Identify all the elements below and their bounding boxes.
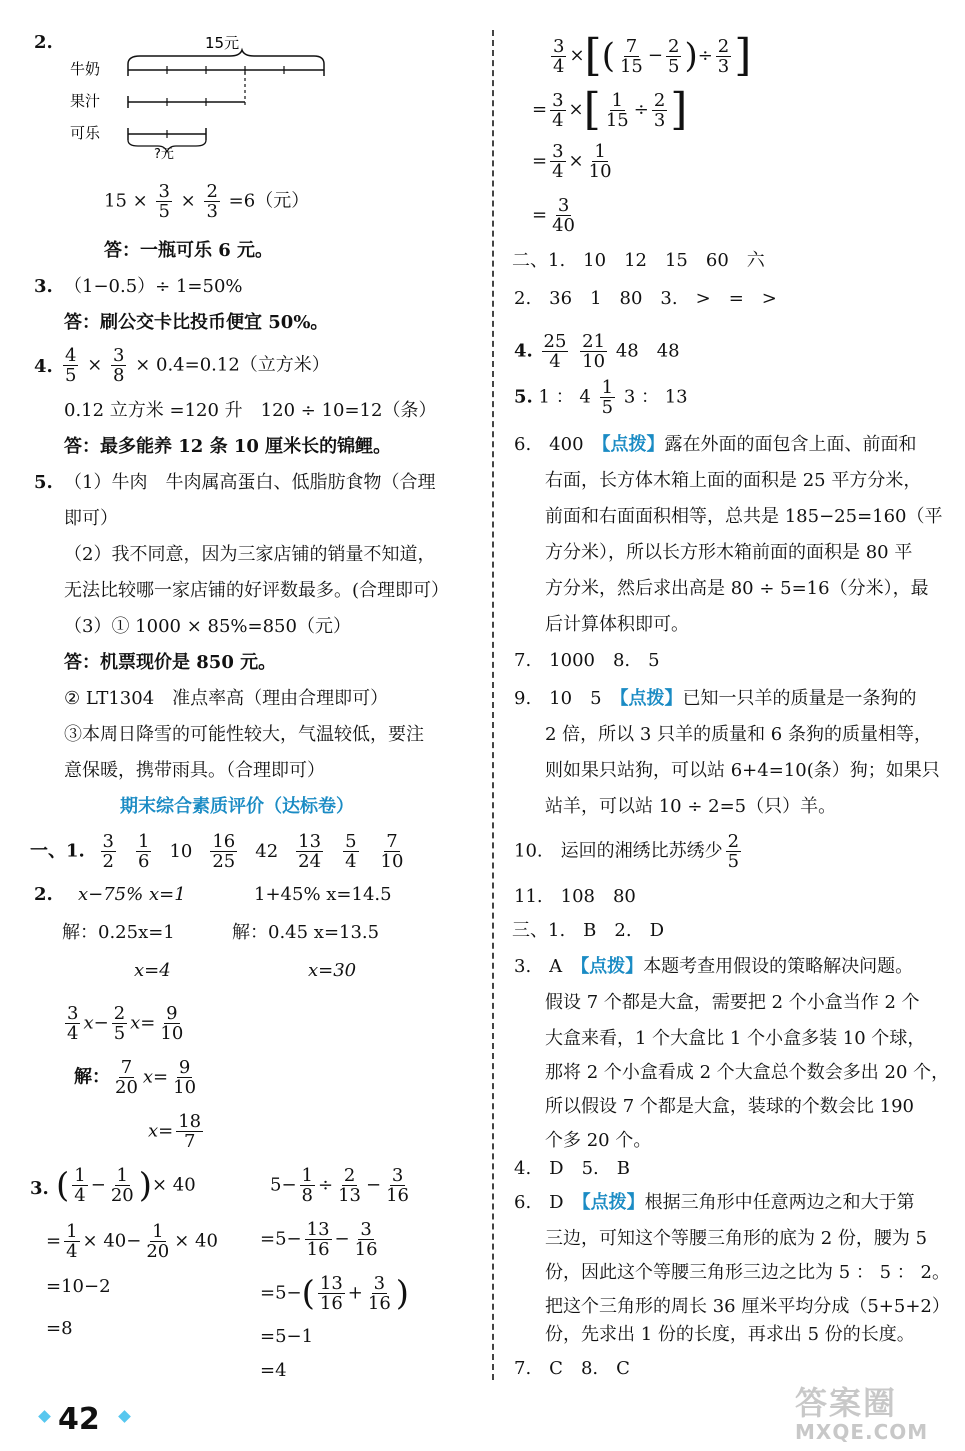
page-decoration-dot <box>38 1410 51 1423</box>
s3-a1: ( $\frac{1}{4}$ − $\frac{1}{20}$ )× 40 <box>56 1165 196 1206</box>
q5-line2: 即可） <box>64 508 118 529</box>
e9-line4: 站羊，可以站 10 ÷ 2=5（只）羊。 <box>545 796 837 817</box>
section-heading: 期末综合素质评价（达标卷） <box>120 796 354 817</box>
s2-number: 2. <box>34 884 53 905</box>
q5-number: 5. <box>34 472 53 493</box>
s2-eq-c3: x= $\frac{18}{7}$ <box>148 1111 202 1152</box>
s1-answer-item: $\frac{1}{6}$ <box>137 831 150 872</box>
column-divider <box>492 30 494 1380</box>
s2-answers-4: 4. $\frac{25}{4}$ $\frac{21}{10}$ 48 48 <box>514 331 680 372</box>
q5-line4: 无法比较哪一家店铺的好评数最多。(合理即可） <box>64 580 450 601</box>
f4-answers: 4. D 5. B <box>514 1158 631 1179</box>
s1-answer-item: 10 <box>169 840 193 862</box>
s1-answer-item: $\frac{16}{25}$ <box>212 831 236 872</box>
s2-answers-2: 2. 36 1 80 3. > = > <box>514 288 777 309</box>
s3-b3: =5−( $\frac{13}{16}$ + $\frac{3}{16}$ ) <box>260 1273 410 1314</box>
e6-line3: 前面和右面面积相等，总共是 185−25=160（平 <box>545 506 943 527</box>
q4-calculation: $\frac{4}{5}$ × $\frac{3}{8}$ × 0.4=0.12（立方米） <box>65 345 330 386</box>
s1-answer-item: $\frac{3}{2}$ <box>102 831 114 872</box>
total-brace <box>128 50 324 64</box>
f3-line5: 所以假设 7 个都是大盒，装球的个数会比 190 <box>545 1096 914 1117</box>
e9-line2: 2 倍，所以 3 只羊的质量和 6 条狗的质量相等， <box>545 724 932 745</box>
s1-answer-item: $\frac{7}{10}$ <box>380 831 404 872</box>
s1-answer-item: 42 <box>255 840 279 862</box>
e11-answer: 11. 108 80 <box>514 886 636 907</box>
q5-line3: （2）我不同意，因为三家店铺的销量不知道， <box>64 544 436 565</box>
s2-eq-a2: 解：0.25x=1 <box>62 922 175 943</box>
s3-right-answers-1: 三、1. B 2. D <box>512 920 665 941</box>
fraction: $\frac{3}{5}$ <box>158 181 170 222</box>
f3-line1: 3. A 【点拨】本题考查用假设的策略解决问题。 <box>514 956 914 977</box>
q5-line6: 答：机票现价是 850 元。 <box>64 652 277 673</box>
juice-label: 果汁 <box>70 92 101 110</box>
e10-answer: 10. 运回的湘绣比苏绣少 $\frac{2}{5}$ <box>514 831 740 872</box>
s3-a3: =10−2 <box>46 1276 111 1297</box>
diagram-total-label: 15元 <box>205 34 240 52</box>
s2-eq-b3: x=30 <box>308 960 357 981</box>
e9-line1: 9. 10 5 【点拨】已知一只羊的质量是一条狗的 <box>514 688 917 709</box>
fraction: $\frac{2}{3}$ <box>206 181 218 222</box>
s3-b5: =4 <box>260 1360 287 1381</box>
s1-answers: 一、1. $\frac{3}{2}$ $\frac{1}{6}$ 10 $\frac{16}{25}$ 42 $\frac{13}{24}$ $\frac{5}{4}$ $\frac{7}{10}$ <box>30 832 415 871</box>
e6-line5: 方分米，然后求出高是 80 ÷ 5=16（分米），最 <box>545 578 929 599</box>
f3-line6: 个多 20 个。 <box>545 1130 652 1151</box>
line-segment-diagram <box>70 30 340 160</box>
q4-answer: 答：最多能养 12 条 10 厘米长的锦鲤。 <box>64 436 392 457</box>
q4-line2: 0.12 立方米 =120 升 120 ÷ 10=12（条） <box>64 400 437 421</box>
f3-line4: 那将 2 个小盒看成 2 个大盒总个数会多出 20 个， <box>545 1062 950 1083</box>
q4-number: 4. <box>34 356 53 377</box>
e9-line3: 则如果只站狗，可以站 6+4=10(条）狗；如果只 <box>545 760 940 781</box>
q5-line8: ③本周日降雪的可能性较大，气温较低，要注 <box>64 724 424 745</box>
s2-answers-5: 5. 1 ： 4 $\frac{1}{5}$ 3 ： 13 <box>514 377 688 418</box>
right-calc-line2: = $\frac{3}{4}$ ×[ $\frac{1}{15}$ ÷ $\frac{2}{3}$ ] <box>532 84 688 135</box>
s1-answer-item: $\frac{13}{24}$ <box>298 831 322 872</box>
right-calc-line3: = $\frac{3}{4}$ × $\frac{1}{10}$ <box>532 141 612 182</box>
right-calc-line4: = $\frac{3}{40}$ <box>532 195 575 236</box>
s2-eq-b2: 解：0.45 x=13.5 <box>232 922 380 943</box>
cola-unknown-label: ?元 <box>154 147 174 160</box>
e7-answers: 7. 1000 8. 5 <box>514 650 660 671</box>
f6-line1: 6. D 【点拨】根据三角形中任意两边之和大于第 <box>514 1192 915 1213</box>
s3-b1: 5− $\frac{1}{8}$ ÷ $\frac{2}{13}$ − $\frac{3}{16}$ <box>270 1165 409 1206</box>
f3-line3: 大盒来看，1 个大盒比 1 个小盒多装 10 个球， <box>545 1028 926 1049</box>
q2-number: 2. <box>34 32 53 53</box>
f6-line2: 三边，可知这个等腰三角形的底为 2 份，腰为 5 <box>545 1228 928 1249</box>
fraction: $\frac{3}{8}$ <box>113 345 125 386</box>
s3-number: 3. <box>30 1178 49 1199</box>
s1-answer-item: $\frac{5}{4}$ <box>345 831 357 872</box>
e6-line6: 后计算体积即可。 <box>545 614 689 635</box>
q3-calculation: （1−0.5）÷ 1=50% <box>64 276 243 297</box>
milk-label: 牛奶 <box>70 60 101 78</box>
s2-eq-b1: 1+45% x=14.5 <box>254 884 392 905</box>
s2-eq-c2: 解： $\frac{7}{20}$ x= $\frac{9}{10}$ <box>74 1057 197 1098</box>
f6-line5: 份，先求出 1 份的长度，再求出 5 份的长度。 <box>545 1324 915 1345</box>
cola-label: 可乐 <box>70 124 101 142</box>
f7-answers: 7. C 8. C <box>514 1358 630 1379</box>
q3-answer: 答：刷公交卡比投币便宜 50%。 <box>64 312 329 333</box>
q5-line9: 意保暖，携带雨具。（合理即可） <box>64 760 325 781</box>
watermark-logo: 答案圈 MXQE.COM <box>795 1384 929 1444</box>
e6-line4: 方分米），所以长方形木箱前面的面积是 80 平 <box>545 542 913 563</box>
q2-answer: 答：一瓶可乐 6 元。 <box>104 240 274 261</box>
s2-answers-1: 二、1. 10 12 15 60 六 <box>512 250 765 271</box>
s3-b4: =5−1 <box>260 1326 314 1347</box>
fraction: $\frac{4}{5}$ <box>65 345 77 386</box>
f3-line2: 假设 7 个都是大盒，需要把 2 个小盒当作 2 个 <box>545 992 920 1013</box>
e6-line1: 6. 400 【点拨】露在外面的面包含上面、前面和 <box>514 434 917 455</box>
f6-line4: 把这个三角形的周长 36 厘米平均分成（5+5+2） <box>545 1296 950 1317</box>
e6-line2: 右面，长方体木箱上面的面积是 25 平方分米， <box>545 470 922 491</box>
s3-a2: = $\frac{1}{4}$ × 40− $\frac{1}{20}$ × 40 <box>46 1221 218 1262</box>
right-calc-line1: $\frac{3}{4}$ ×[( $\frac{7}{15}$ − $\frac{2}{5}$ )÷ $\frac{2}{3}$ ] <box>553 30 752 81</box>
page-decoration-dot <box>118 1410 131 1423</box>
s3-a4: =8 <box>46 1318 73 1339</box>
q5-line1: （1）牛肉 牛肉属高蛋白、低脂肪食物（合理 <box>64 472 436 493</box>
s2-eq-a3: x=4 <box>134 960 171 981</box>
q3-number: 3. <box>34 276 53 297</box>
page-number: 42 <box>58 1402 100 1437</box>
q5-line5: （3）① 1000 × 85%=850（元） <box>64 616 351 637</box>
s2-eq-a1: x−75% x=1 <box>78 884 186 905</box>
f6-line3: 份，因此这个等腰三角形三边之比为 5 ： 5 ： 2。 <box>545 1262 950 1283</box>
q5-line7: ② LT1304 准点率高（理由合理即可） <box>64 688 389 709</box>
s2-eq-c1: $\frac{3}{4}$ x− $\frac{2}{5}$ x= $\frac{9}{10}$ <box>67 1003 184 1044</box>
q2-calculation: 15 × $\frac{3}{5}$ × $\frac{2}{3}$ =6（元） <box>104 181 310 222</box>
s3-b2: =5− $\frac{13}{16}$ − $\frac{3}{16}$ <box>260 1219 378 1260</box>
